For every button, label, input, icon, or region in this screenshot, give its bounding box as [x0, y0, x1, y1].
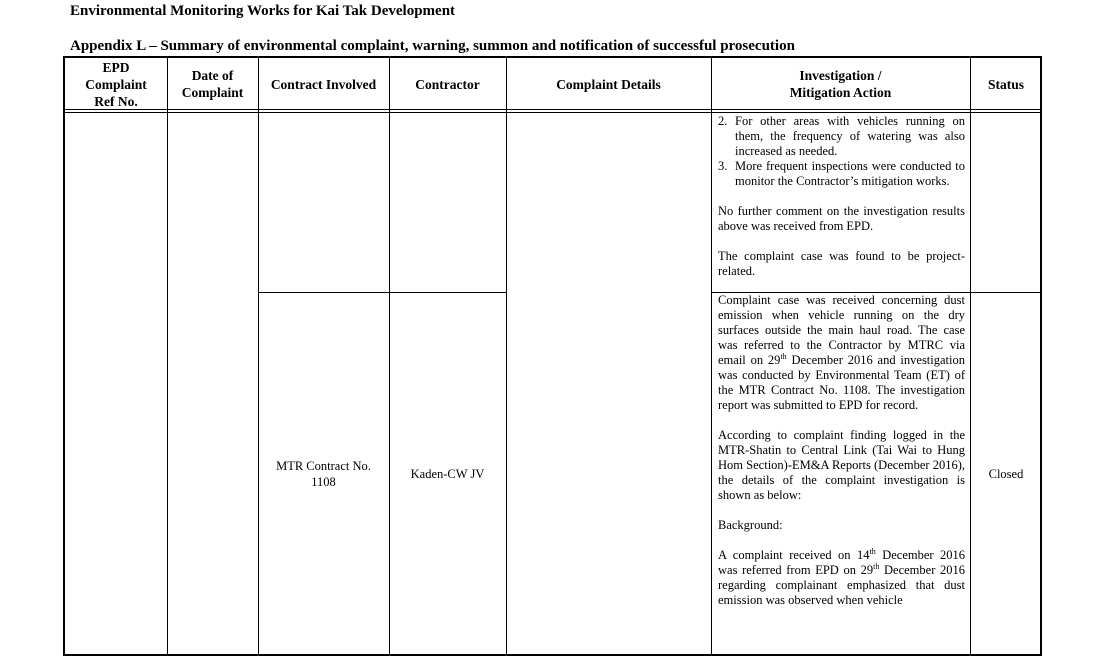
document-title: Environmental Monitoring Works for Kai Tak Development	[70, 3, 456, 19]
header-ref-no: EPD Complaint Ref No.	[85, 59, 147, 109]
header-contractor: Contractor	[415, 76, 480, 92]
header-date: Date of Complaint	[181, 68, 244, 100]
list-item: 3. More frequent inspections were conducted to monitor the Contractor’s mitigation works.	[718, 159, 965, 188]
header-complaint-details: Complaint Details	[556, 76, 661, 92]
list-item: 2. For other areas with vehicles running on them, the frequency of watering was also increased as needed.	[718, 114, 965, 158]
column-divider	[711, 58, 712, 654]
header-rule	[65, 112, 1040, 113]
investigation-text-row2	[718, 293, 965, 608]
status-cell: Closed	[988, 466, 1024, 481]
contractor-cell: Kaden-CW JV	[410, 466, 485, 481]
column-divider	[167, 58, 168, 654]
header-contract: Contract Involved	[270, 76, 377, 92]
investigation-paragraph: Background:	[718, 518, 783, 532]
investigation-paragraph: A complaint received on 14th December 2016 was referred from EPD on 29th December 2016 regarding complainant emphasized that dust emission was observed when vehicle	[718, 546, 966, 607]
contract-cell: MTR Contract No. 1108	[276, 458, 371, 489]
appendix-title: Appendix L – Summary of environmental complaint, warning, summon and notification of successful prosecution	[70, 38, 795, 54]
column-divider	[506, 58, 507, 654]
investigation-paragraph: Complaint case was received concerning dust emission when vehicle running on the dry surfaces outside the main haul road. The case was referred to the Contractor by MTRC via email on 29th December 2016 and investigation was conducted by Environmental Team (ET) of the MTR Contract No. 1108. The investigation report was submitted to EPD for record.	[718, 293, 965, 412]
header-status: Status	[987, 76, 1024, 92]
investigation-conclusion: The complaint case was found to be project-related.	[718, 249, 965, 278]
complaint-summary-table	[63, 56, 1042, 656]
header-investigation: Investigation / Mitigation Action	[789, 68, 892, 100]
investigation-comment: No further comment on the investigation results above was received from EPD.	[718, 204, 965, 233]
investigation-paragraph: According to complaint finding logged in the MTR-Shatin to Central Link (Tai Wai to Hung Hom Section)-EM&A Reports (December 2016), the details of the complaint investigation is shown as below:	[718, 428, 965, 502]
investigation-text-row1	[718, 114, 965, 279]
